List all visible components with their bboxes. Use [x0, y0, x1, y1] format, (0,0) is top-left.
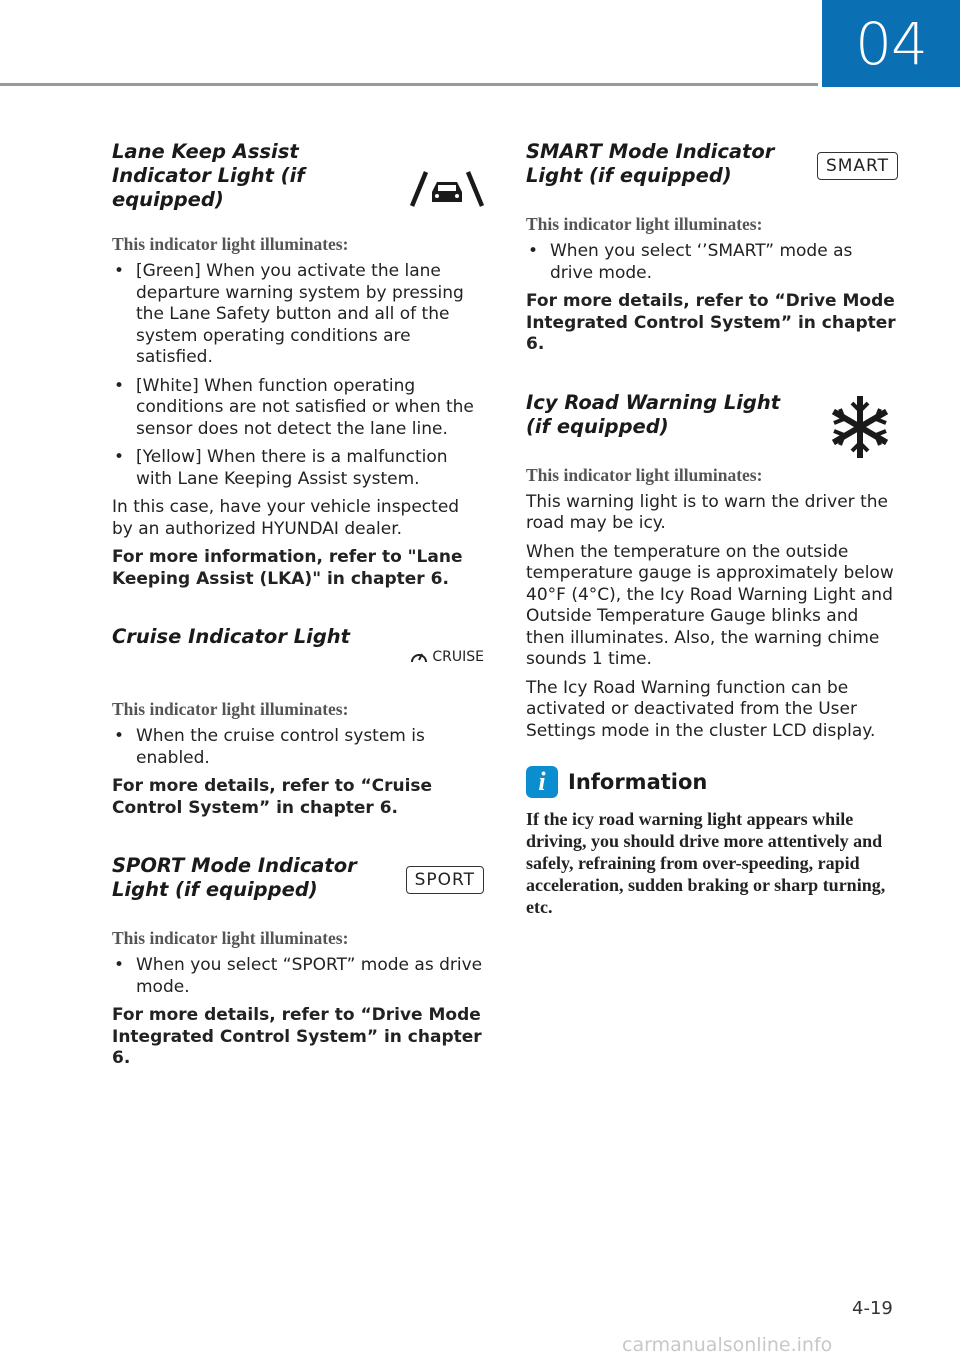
cruise-icon [410, 649, 484, 665]
information-title: Information [568, 770, 708, 794]
section-cruise [112, 625, 484, 819]
section-header [526, 391, 898, 443]
paragraph: The Icy Road Warning function can be activated or deactivated from the User Settings mode in the cluster LCD display. [526, 677, 876, 741]
cruise-icon-label: CRUISE [432, 649, 484, 665]
smart-mode-icon: SMART [817, 152, 898, 180]
list-item: • [White] When function operating conditions are not satisfied or when the sensor does not detect the lane line. [112, 376, 484, 441]
information-text: If the icy road warning light appears while driving, you should drive more attentively and safely, refraining from over-speeding, rapid acceleration, sudden braking or sharp turning, etc. [526, 809, 886, 917]
section-title: SMART Mode Indicator Light (if equipped) [526, 140, 775, 187]
info-icon: i [526, 766, 558, 798]
speedometer-icon [410, 649, 428, 665]
right-column [526, 140, 898, 918]
chapter-tab: 04 [822, 0, 960, 87]
section-title: Cruise Indicator Light [112, 625, 351, 648]
information-header [526, 766, 898, 798]
list-item: • [Green] When you activate the lane departure warning system by pressing the Lane Safety button and all of the system operating conditions are satisfied. [112, 261, 484, 369]
watermark: carmanualsonline.info [622, 1334, 833, 1356]
section-header [526, 140, 898, 192]
paragraph: In this case, have your vehicle inspected by an authorized HYUNDAI dealer. [112, 497, 460, 539]
illuminates-label: This indicator light illuminates: [526, 214, 763, 234]
illuminates-label: This indicator light illuminates: [526, 464, 763, 485]
list-item: • When you select ‘’SMART” mode as drive mode. [526, 241, 898, 284]
section-icy-road [526, 391, 898, 743]
section-title: SPORT Mode Indicator Light (if equipped) [112, 854, 357, 901]
list-item: • [Yellow] When there is a malfunction with Lane Keeping Assist system. [112, 447, 484, 490]
list-item: • When the cruise control system is enabled. [112, 726, 484, 769]
illuminates-label: This indicator light illuminates: [112, 928, 349, 948]
list-item: • When you select “SPORT” mode as drive mode. [112, 955, 484, 998]
reference-note: For more information, refer to "Lane Keeping Assist (LKA)" in chapter 6. [112, 547, 463, 589]
section-lka [112, 140, 484, 590]
section-title: Icy Road Warning Light (if equipped) [526, 390, 781, 438]
reference-note: For more details, refer to “Cruise Control System” in chapter 6. [112, 776, 433, 818]
paragraph: This warning light is to warn the driver the road may be icy. [526, 491, 888, 533]
section-header [112, 854, 484, 906]
reference-note: For more details, refer to “Drive Mode Integrated Control System” in chapter 6. [526, 291, 896, 354]
bullet-list [112, 726, 484, 769]
lane-keep-assist-icon [410, 168, 484, 208]
snowflake-icon [828, 395, 892, 459]
section-smart [526, 140, 898, 356]
illuminates-label: This indicator light illuminates: [112, 234, 349, 254]
bullet-list [112, 261, 484, 490]
illuminates-label: This indicator light illuminates: [112, 699, 349, 719]
section-header [112, 625, 484, 677]
section-title: Lane Keep Assist Indicator Light (if equipped) [112, 140, 305, 211]
bullet-list [526, 241, 898, 284]
paragraph: When the temperature on the outside temperature gauge is approximately below 40°F (4°C), the Icy Road Warning Light and Outside Temperature Gauge blinks and then illuminates. Also, the warning chime sounds 1 time. [526, 541, 894, 669]
sport-mode-icon: SPORT [406, 866, 484, 894]
section-header [112, 140, 484, 212]
page-number: 4-19 [852, 1298, 893, 1319]
information-box [526, 766, 898, 918]
bullet-list [112, 955, 484, 998]
header-rule [0, 83, 818, 86]
reference-note: For more details, refer to “Drive Mode Integrated Control System” in chapter 6. [112, 1005, 482, 1068]
left-column [112, 140, 484, 1077]
section-sport [112, 854, 484, 1070]
